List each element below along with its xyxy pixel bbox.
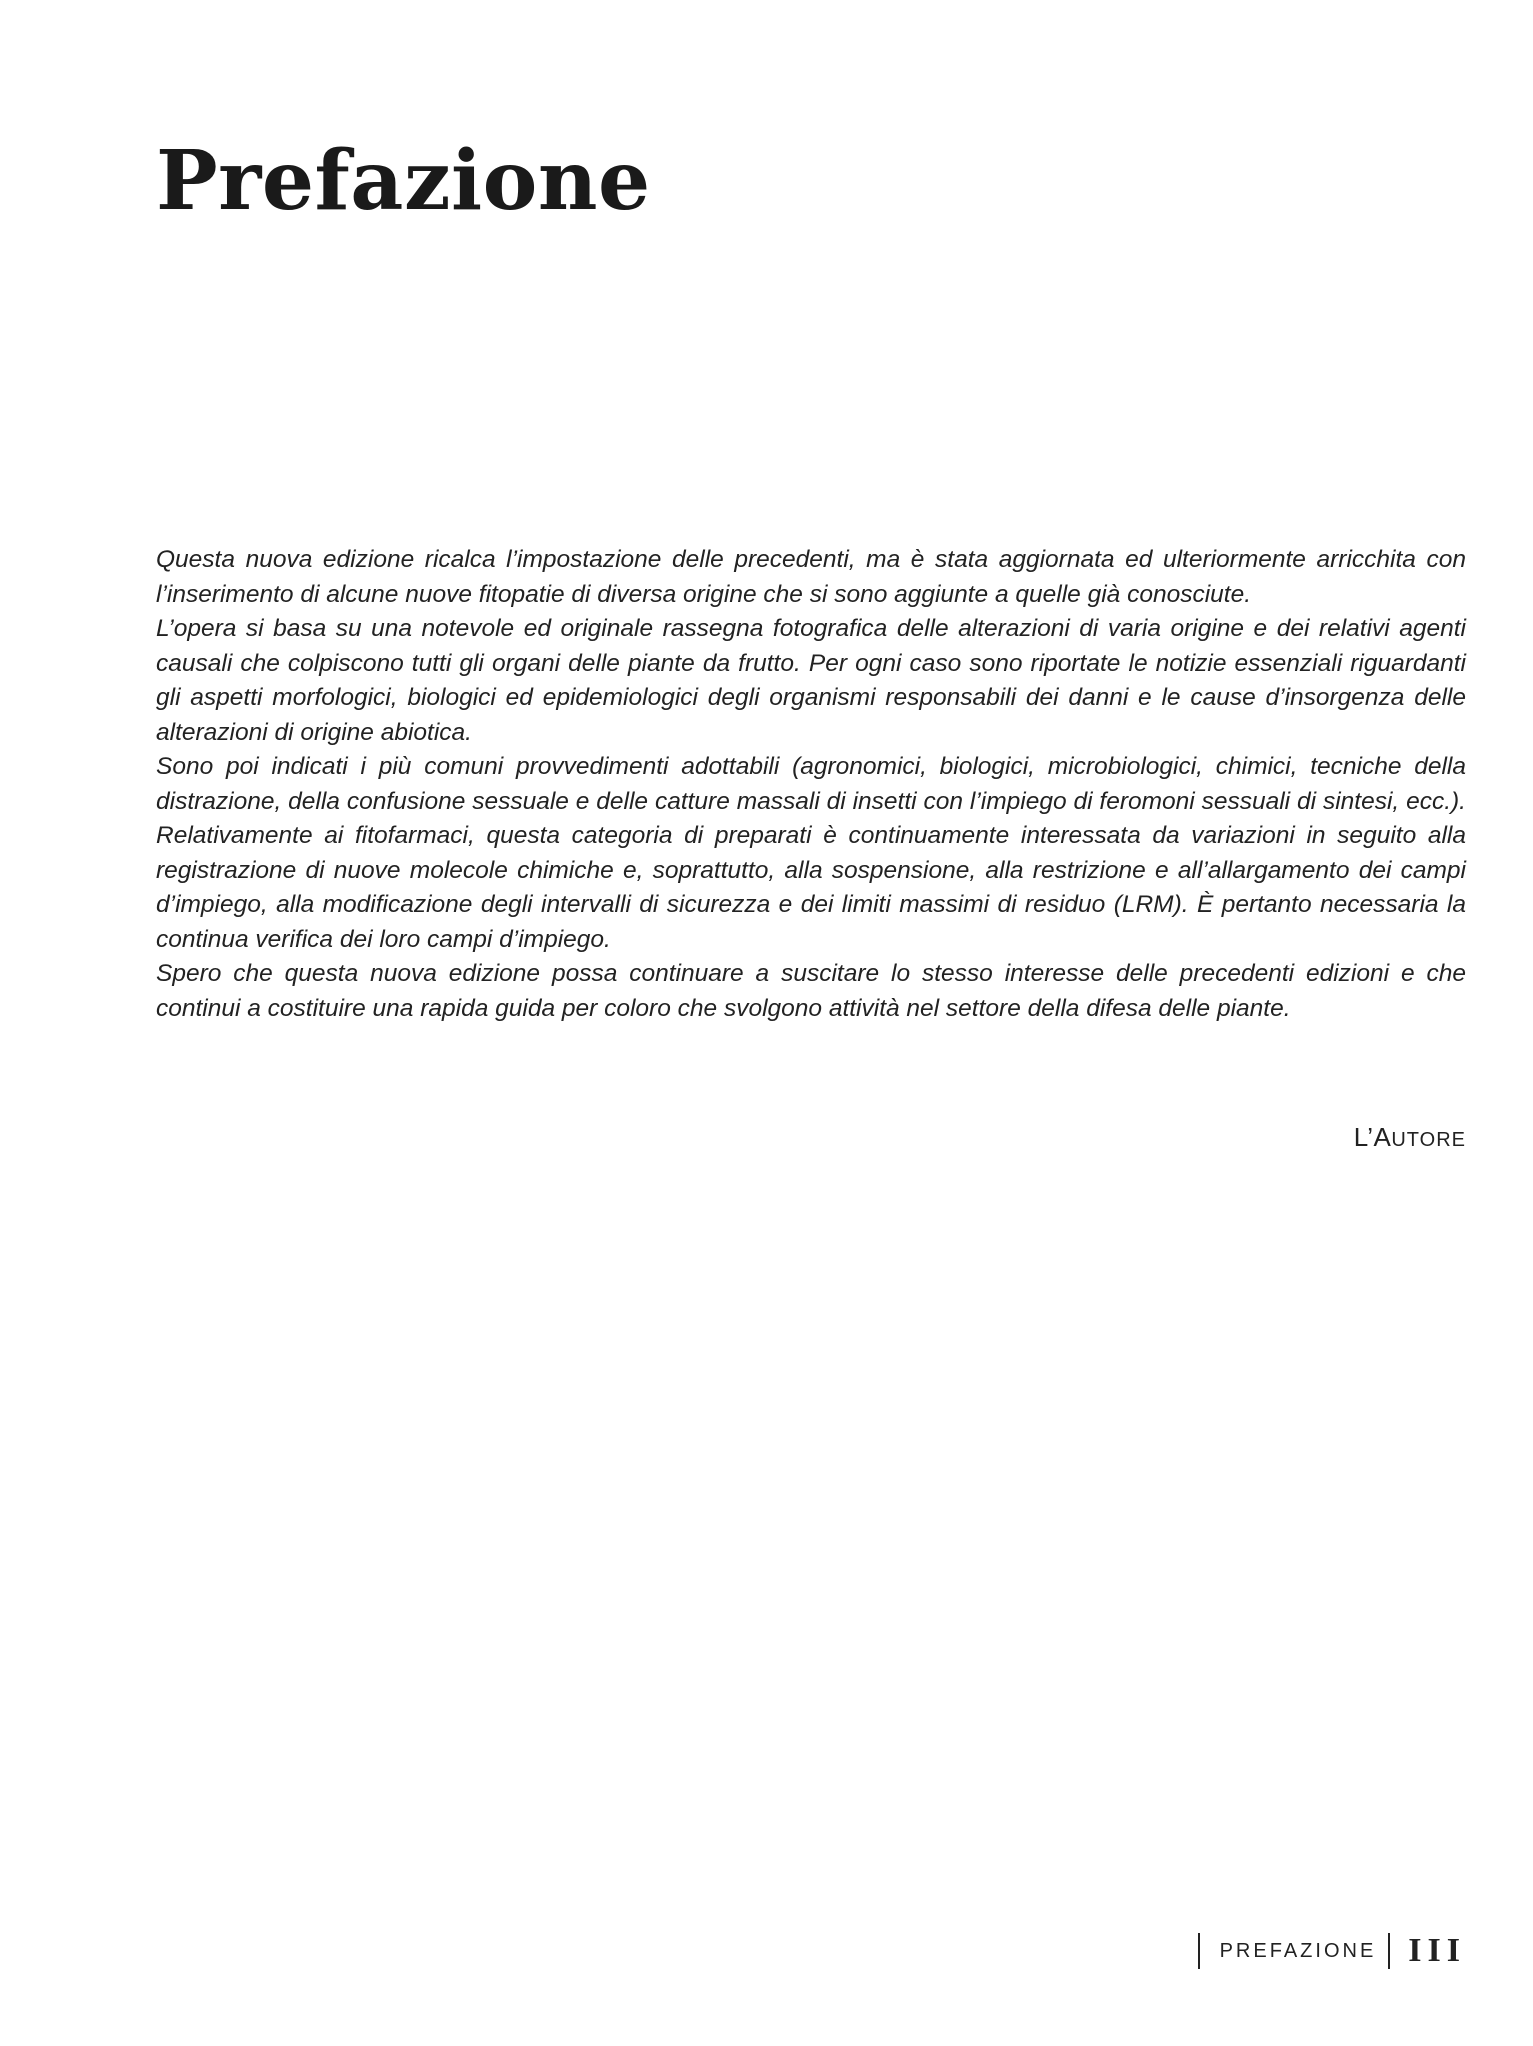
page-footer bbox=[1198, 1933, 1466, 1969]
page-title: Prefazione bbox=[156, 133, 651, 229]
paragraph: L’opera si basa su una notevole ed originale rassegna fotografica delle alterazioni di varia origine e dei relativi agenti causali che colpiscono tutti gli organi delle piante da frutto. Per ogni caso sono riportate le notizie essenziali riguardanti gli aspetti morfologici, biologici ed epidemiologici degli organismi responsabili dei danni e le cause d’insorgenza delle alterazioni di origine abiotica. bbox=[156, 615, 1466, 746]
page-number: III bbox=[1408, 1932, 1466, 1969]
running-head: PREFAZIONE bbox=[1219, 1939, 1377, 1962]
author-signature bbox=[1354, 1122, 1466, 1153]
signature-rest: UTORE bbox=[1391, 1129, 1466, 1151]
paragraph: Questa nuova edizione ricalca l’impostazione delle precedenti, ma è stata aggiornata ed ulteriormente arricchita con l’inserimento di alcune nuove fitopatie di diversa origine che si sono aggiunte a quelle già conosciute. bbox=[156, 546, 1466, 608]
paragraph: Sono poi indicati i più comuni provvedimenti adottabili (agronomici, biologici, microbiologici, chimici, tecniche della distrazione, della confusione sessuale e delle catture massali di insetti con l’impiego di feromoni sessuali di sintesi, ecc.). Relativamente ai fitofarmaci, questa categoria di preparati è continuamente interessata da variazioni in seguito alla registrazione di nuove molecole chimiche e, soprattutto, alla sospensione, alla restrizione e all’allargamento dei campi d’impiego, alla modificazione degli intervalli di sicurezza e dei limiti massimi di residuo (LRM). È pertanto necessaria la continua verifica dei loro campi d’impiego. bbox=[156, 753, 1466, 953]
paragraph: Spero che questa nuova edizione possa continuare a suscitare lo stesso interesse delle precedenti edizioni e che continui a costituire una rapida guida per coloro che svolgono attività nel settore della difesa delle piante. bbox=[156, 960, 1466, 1022]
signature-prefix: L’A bbox=[1353, 1122, 1392, 1152]
preface-body bbox=[156, 543, 1466, 1026]
